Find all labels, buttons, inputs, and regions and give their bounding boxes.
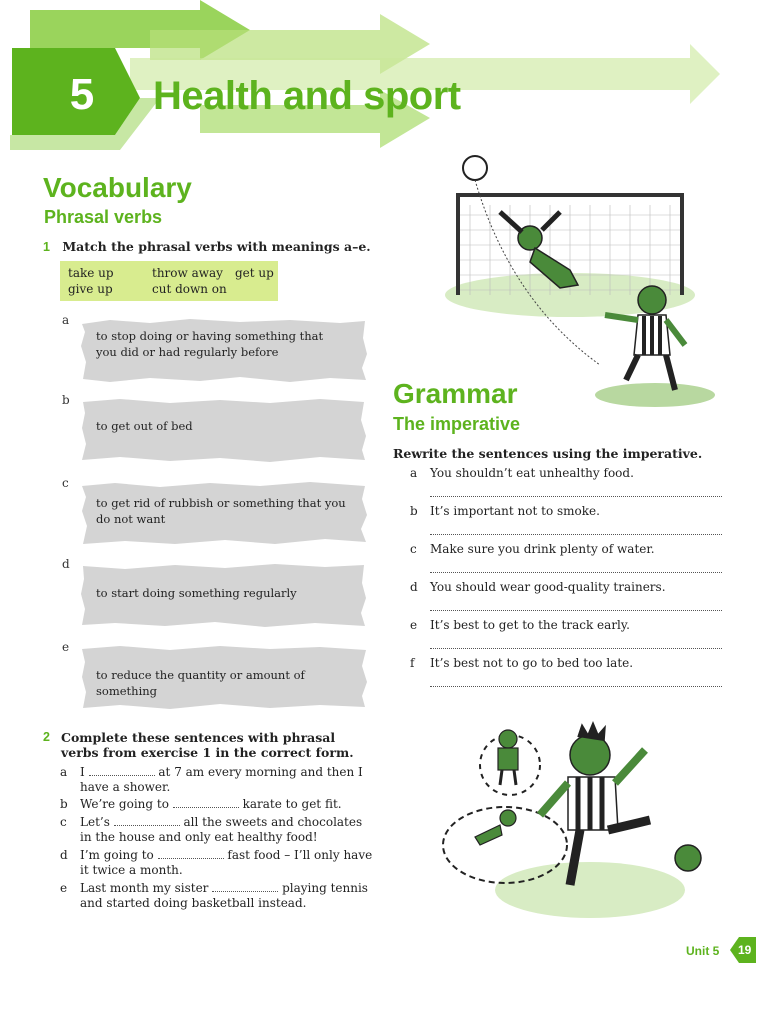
answer-line[interactable] <box>430 572 722 573</box>
meaning-text: to get rid of rubbish or something that you do not want <box>96 496 346 526</box>
item-letter: b <box>60 797 68 811</box>
ex2-number: 2 <box>43 730 50 744</box>
ex1-instruction-text: Match the phrasal verbs with meanings a–e. <box>62 239 371 254</box>
vocabulary-subheading: Phrasal verbs <box>44 207 163 227</box>
word-item: take up <box>68 266 114 280</box>
item-letter: b <box>410 504 418 518</box>
grammar-heading: Grammar <box>393 378 518 409</box>
answer-line[interactable] <box>430 496 722 497</box>
answer-line[interactable] <box>430 686 722 687</box>
footer-unit-label: Unit 5 <box>686 944 720 958</box>
meaning-letter: a <box>62 313 70 327</box>
unit-number: 5 <box>69 70 95 119</box>
meaning-card[interactable] <box>80 481 368 547</box>
meaning-card[interactable] <box>80 398 368 464</box>
item-text-before: We’re going to <box>80 797 169 811</box>
answer-blank[interactable] <box>173 797 239 808</box>
item-text: You should wear good-quality trainers. <box>430 580 666 594</box>
grammar-instruction: Rewrite the sentences using the imperative. <box>393 446 703 461</box>
meaning-letter: d <box>62 557 70 571</box>
item-text-after: fast food – I’ll only have it twice a month. <box>80 848 373 877</box>
item-text-after: karate to get fit. <box>242 797 342 811</box>
item-letter: c <box>410 542 417 556</box>
ex1-number: 1 <box>43 240 50 254</box>
item-letter: d <box>60 848 68 862</box>
answer-line[interactable] <box>430 610 722 611</box>
answer-blank[interactable] <box>114 815 180 826</box>
page-title: Health and sport <box>153 74 461 118</box>
item-letter: a <box>410 466 418 480</box>
meaning-text: to get out of bed <box>96 419 193 433</box>
ex2-instruction-text: Complete these sentences with phrasal verbs from exercise 1 in the correct form. <box>61 730 354 760</box>
item-text: You shouldn’t eat unhealthy food. <box>430 466 634 480</box>
word-item: get up <box>235 266 274 280</box>
item-text-before: Last month my sister <box>80 881 209 895</box>
word-item: give up <box>68 282 113 296</box>
meaning-text: to reduce the quantity or amount of something <box>96 668 305 698</box>
item-text-after: at 7 am every morning and then I have a shower. <box>80 765 363 794</box>
meaning-letter: c <box>62 476 69 490</box>
item-text-before: Let’s <box>80 815 110 829</box>
ex1-instruction <box>43 239 371 254</box>
meaning-text: to stop doing or having something that you did or had regularly before <box>96 329 324 359</box>
item-letter: a <box>60 765 68 779</box>
goalkeeper-illustration <box>430 150 730 410</box>
item-text: It’s best to get to the track early. <box>430 618 630 632</box>
item-text: It’s best not to go to bed too late. <box>430 656 634 670</box>
word-box <box>60 261 278 301</box>
meaning-text: to start doing something regularly <box>96 586 297 600</box>
word-item: throw away <box>152 266 223 280</box>
grammar-subheading: The imperative <box>393 414 521 434</box>
answer-blank[interactable] <box>212 881 278 892</box>
meaning-letter: b <box>62 393 70 407</box>
answer-blank[interactable] <box>89 765 155 776</box>
meaning-card[interactable] <box>80 645 368 711</box>
item-text-after: playing tennis and started doing basketball instead. <box>80 881 368 910</box>
page-number: 19 <box>738 943 752 957</box>
vocabulary-heading: Vocabulary <box>43 172 192 203</box>
item-text: Make sure you drink plenty of water. <box>430 542 655 556</box>
item-letter: f <box>410 656 415 670</box>
meaning-card[interactable] <box>80 318 368 384</box>
answer-line[interactable] <box>430 648 722 649</box>
meaning-card[interactable] <box>80 563 368 629</box>
answer-line[interactable] <box>430 534 722 535</box>
football-illustration <box>430 715 710 925</box>
item-text-before: I’m going to <box>80 848 154 862</box>
item-text-after: all the sweets and chocolates in the house and only eat healthy food! <box>80 815 363 844</box>
item-letter: e <box>410 618 418 632</box>
item-letter: c <box>60 815 67 829</box>
item-letter: e <box>60 881 68 895</box>
word-item: cut down on <box>152 282 227 296</box>
item-text-before: I <box>80 765 85 779</box>
meaning-letter: e <box>62 640 70 654</box>
item-letter: d <box>410 580 418 594</box>
answer-blank[interactable] <box>158 848 224 859</box>
ex2-instruction <box>43 730 373 760</box>
item-text: It’s important not to smoke. <box>430 504 600 518</box>
